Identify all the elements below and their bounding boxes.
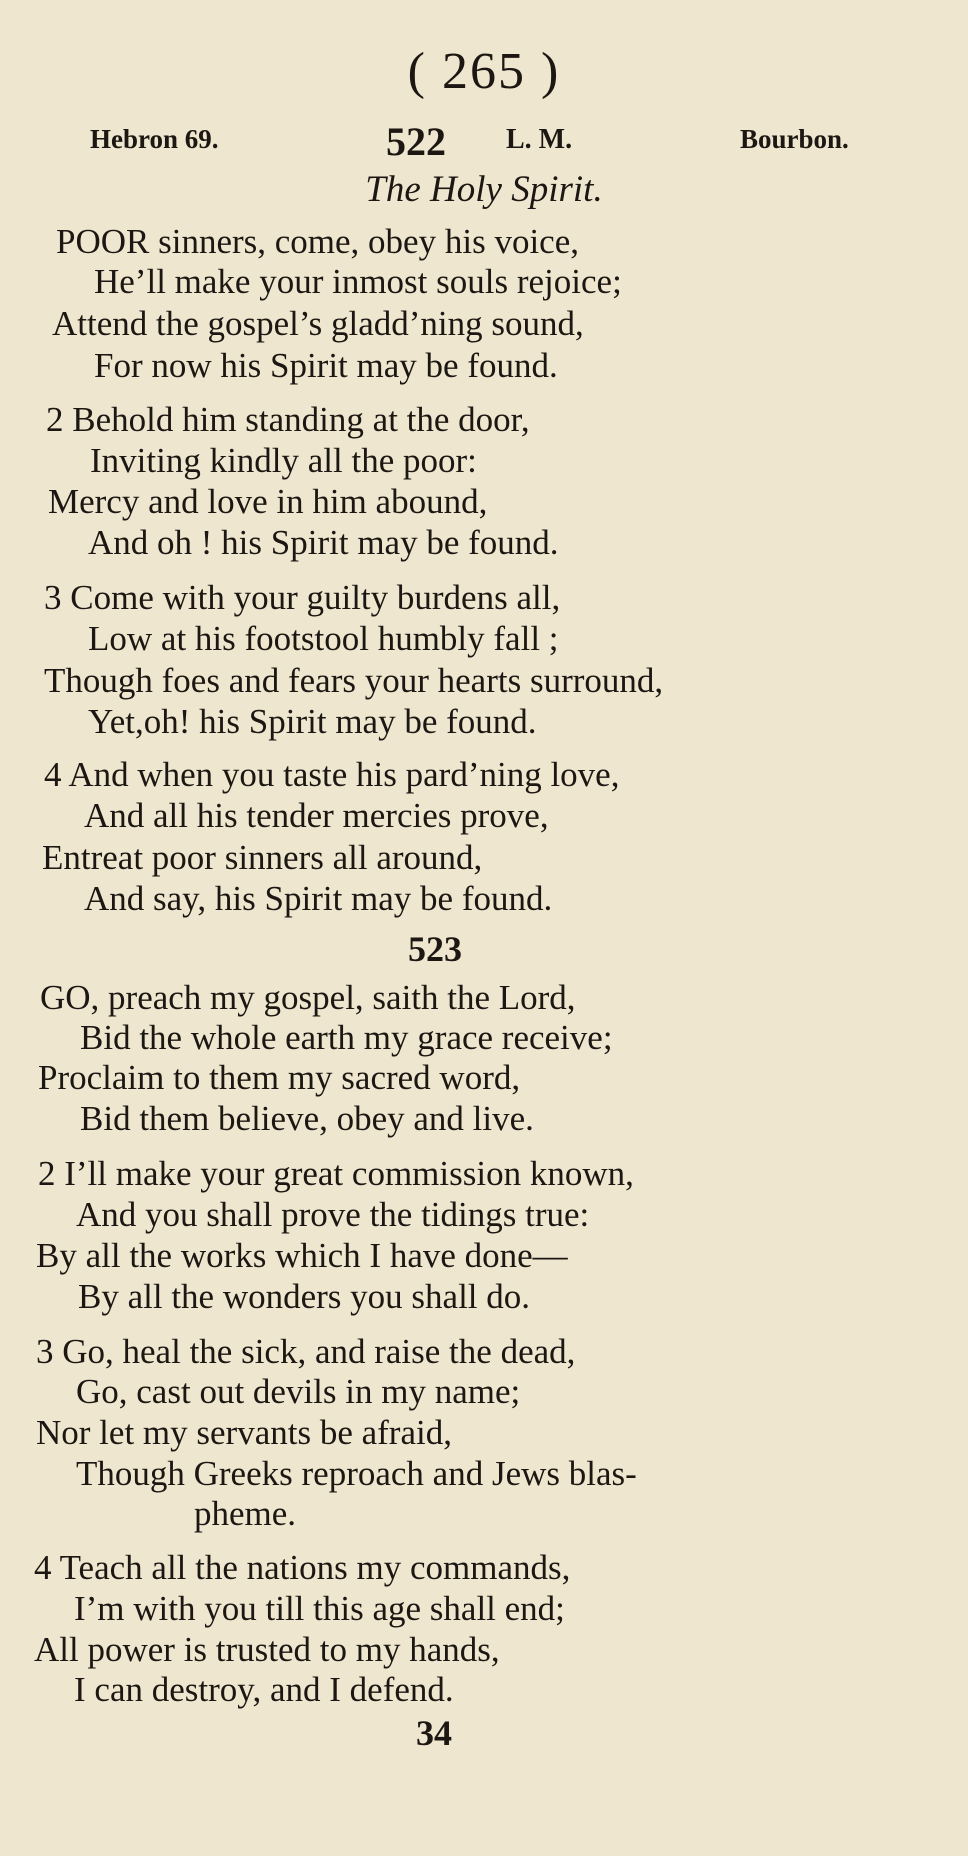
verse-line: Proclaim to them my sacred word, xyxy=(38,1058,521,1097)
verse-line: All power is trusted to my hands, xyxy=(34,1630,500,1669)
verse-line: Low at his footstool humbly fall ; xyxy=(88,619,559,658)
verse-line: And oh ! his Spirit may be found. xyxy=(88,523,559,562)
verse-line: pheme. xyxy=(194,1494,297,1533)
verse-line: Go, cast out devils in my name; xyxy=(76,1372,521,1411)
verse-line: Inviting kindly all the poor: xyxy=(90,441,477,480)
meter-label: L. M. xyxy=(506,124,573,155)
verse-line: 3 Go, heal the sick, and raise the dead, xyxy=(36,1332,576,1371)
verse-line: Bid them believe, obey and live. xyxy=(80,1099,534,1138)
verse-line: And say, his Spirit may be found. xyxy=(84,879,553,918)
verse-line: By all the works which I have done— xyxy=(36,1236,568,1275)
verse-line: 2 Behold him standing at the door, xyxy=(46,400,530,439)
verse-line: POOR sinners, come, obey his voice, xyxy=(56,222,579,261)
verse-line: Though Greeks reproach and Jews blas- xyxy=(76,1454,637,1493)
verse-line: I can destroy, and I defend. xyxy=(74,1670,454,1709)
verse-line: Nor let my servants be afraid, xyxy=(36,1413,452,1452)
verse-line: Mercy and love in him abound, xyxy=(48,482,488,521)
verse-line: Bid the whole earth my grace receive; xyxy=(80,1018,613,1057)
verse-line: 4 And when you taste his pard’ning love, xyxy=(44,755,620,794)
verse-line: 4 Teach all the nations my commands, xyxy=(34,1548,571,1587)
tune-name-right: Bourbon. xyxy=(740,124,849,154)
tune-name-left: Hebron 69. xyxy=(90,124,219,154)
verse-line: Entreat poor sinners all around, xyxy=(42,838,483,877)
hymn-number-523: 523 xyxy=(408,929,462,969)
verse-line: Attend the gospel’s gladd’ning sound, xyxy=(52,304,584,343)
verse-line: Though foes and fears your hearts surround, xyxy=(44,661,664,700)
verse-line: And all his tender mercies prove, xyxy=(84,796,549,835)
signature-mark: 34 xyxy=(416,1713,452,1753)
verse-line: 3 Come with your guilty burdens all, xyxy=(44,578,561,617)
hymn-title: The Holy Spirit. xyxy=(365,169,603,210)
verse-line: And you shall prove the tidings true: xyxy=(76,1195,590,1234)
verse-line: GO, preach my gospel, saith the Lord, xyxy=(40,978,576,1017)
page-number: ( 265 ) xyxy=(407,43,561,100)
verse-line: By all the wonders you shall do. xyxy=(78,1277,531,1316)
verse-line: Yet,oh! his Spirit may be found. xyxy=(88,702,537,741)
verse-line: 2 I’ll make your great commission known, xyxy=(38,1154,634,1193)
verse-line: I’m with you till this age shall end; xyxy=(74,1589,565,1628)
verse-line: For now his Spirit may be found. xyxy=(94,346,558,385)
verse-line: He’ll make your inmost souls rejoice; xyxy=(94,262,622,301)
hymn-number-522: 522 xyxy=(386,119,446,164)
